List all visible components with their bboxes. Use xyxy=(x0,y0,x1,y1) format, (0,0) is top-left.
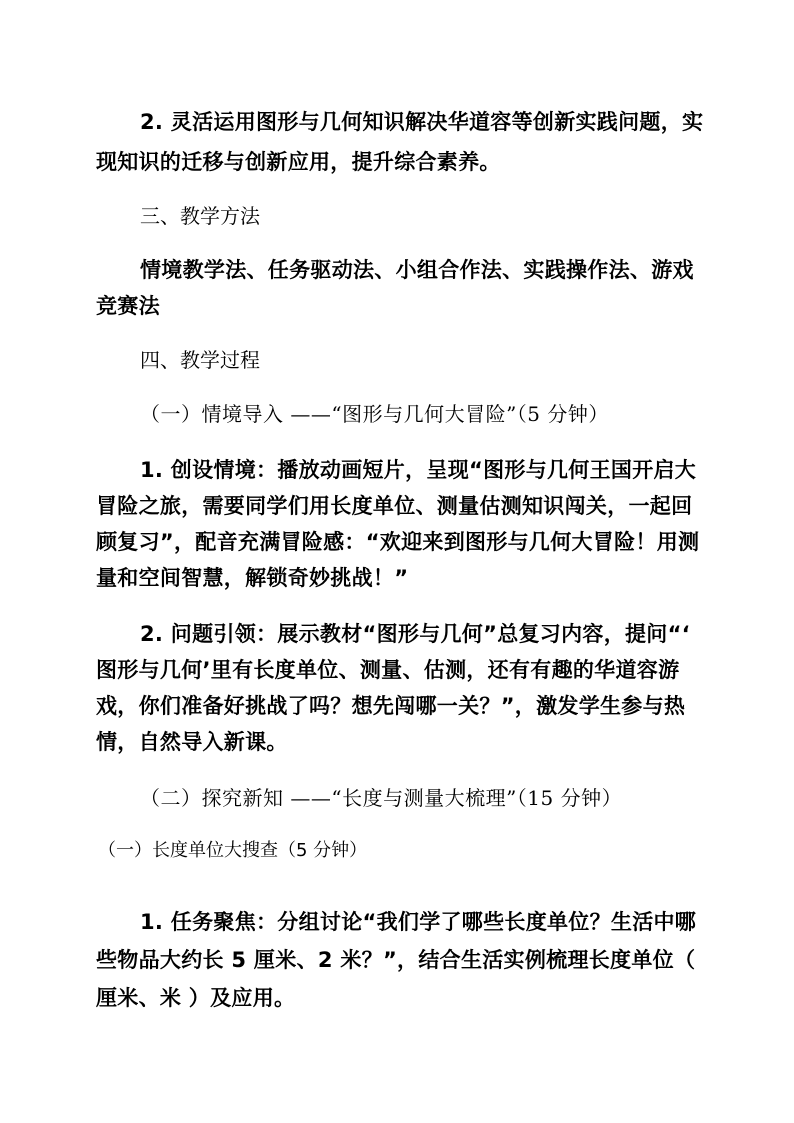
section1-heading: （一）情境导入 ——“图形与几何大冒险”（5 分钟） xyxy=(140,402,609,426)
task-line2: 些物品大约长 5 厘米、2 米？”，结合生活实例梳理长度单位（ xyxy=(96,948,696,972)
methods-line1: 情境教学法、任务驱动法、小组合作法、实践操作法、游戏 xyxy=(140,258,694,282)
situation-line3: 顾复习”，配音充满冒险感：“欢迎来到图形与几何大冒险！用测 xyxy=(96,530,700,554)
goal2-line2: 现知识的迁移与创新应用，提升综合素养。 xyxy=(96,150,501,174)
situation-line4: 量和空间智慧，解锁奇妙挑战！” xyxy=(96,566,409,590)
task-line3: 厘米、米 ）及应用。 xyxy=(96,986,296,1010)
situation-line1: 1. 创设情境：播放动画短片，呈现“图形与几何王国开启大 xyxy=(140,458,697,482)
methods-line2: 竞赛法 xyxy=(96,294,160,318)
question-line1: 2. 问题引领：展示教材“图形与几何”总复习内容，提问“‘ xyxy=(140,622,690,646)
subsection1-heading: （一）长度单位大搜查（5 分钟） xyxy=(98,840,368,861)
goal2-line1: 2. 灵活运用图形与几何知识解决华道容等创新实践问题，实 xyxy=(140,110,704,134)
section2-heading: （二）探究新知 ——“长度与测量大梳理”（15 分钟） xyxy=(140,786,623,810)
methods-heading: 三、教学方法 xyxy=(140,204,260,228)
situation-line2: 冒险之旅，需要同学们用长度单位、测量估测知识闯关，一起回 xyxy=(96,494,693,518)
question-line3: 戏，你们准备好挑战了吗？想先闯哪一关？”，激发学生参与热 xyxy=(96,694,686,718)
question-line4: 情，自然导入新课。 xyxy=(96,730,288,754)
task-line1: 1. 任务聚焦：分组讨论“我们学了哪些长度单位？生活中哪 xyxy=(140,910,697,934)
process-heading: 四、教学过程 xyxy=(140,348,260,372)
question-line2: 图形与几何’里有长度单位、测量、估测，还有有趣的华道容游 xyxy=(96,658,680,682)
